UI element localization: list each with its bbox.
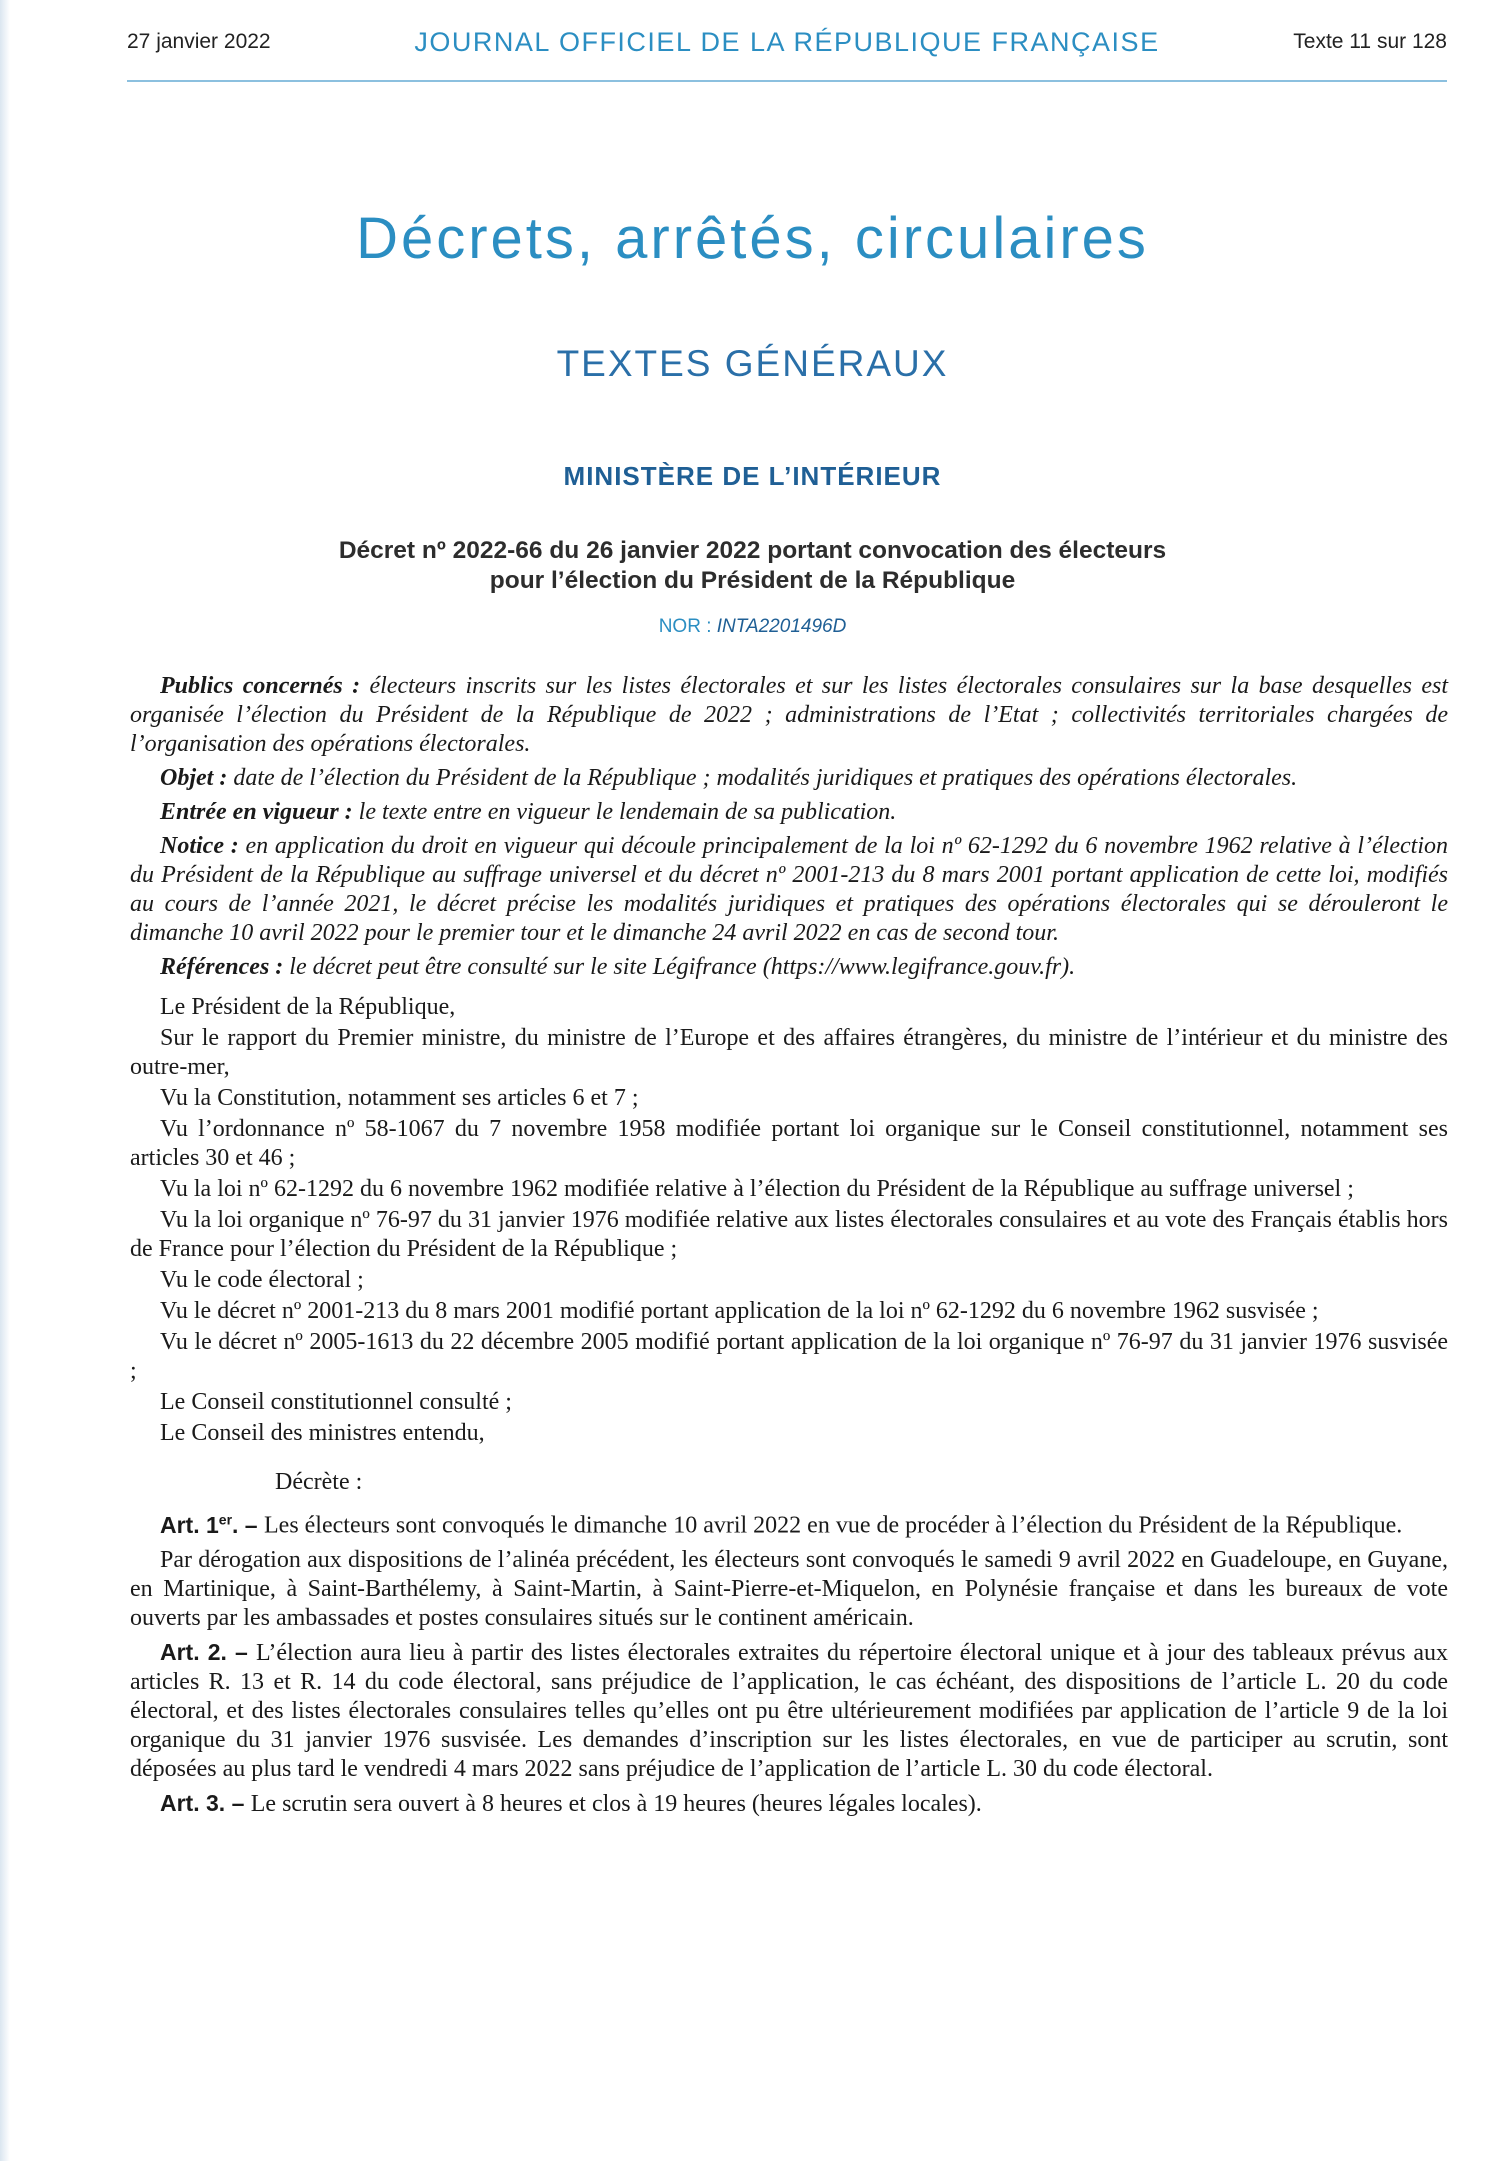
header-divider <box>127 80 1447 82</box>
article-2-text: L’élection aura lieu à partir des listes électorales extraites du répertoire électoral unique et à jour des tableaux prévus aux articles R. 13 et R. 14 du code électoral, sans préjudice de l’application, le cas échéant, des dispositions de l’article L. 20 du code électoral, et des listes électorales consulaires telles qu’elles ont pu être ultérieurement modifiées par application de l’article 9 de la loi organique du 31 janvier 1976 susvisée. Les demandes d’inscription sur les listes électorales, en vue de participer au scrutin, sont déposées au plus tard le vendredi 4 mars 2022 sans préjudice de l’application de l’article L. 30 du code électoral. <box>130 1639 1448 1782</box>
page-header <box>127 27 1447 64</box>
summary-label: Références : <box>160 954 284 980</box>
nor-label: NOR : <box>658 616 712 637</box>
summary-text: le texte entre en vigueur le lendemain de sa publication. <box>352 799 897 825</box>
visa-paragraph: Vu le décret nº 2001-213 du 8 mars 2001 modifié portant application de la loi nº 62-1292 du 6 novembre 1962 susvisée ; <box>160 1298 1319 1324</box>
visa-paragraph: Vu le décret nº 2005-1613 du 22 décembre 2005 modifié portant application de la loi organique nº 76-97 du 31 janvier 1976 susvisée ; <box>130 1329 1448 1384</box>
nor-reference <box>0 616 1505 638</box>
article-1-number: Art. 1 <box>160 1511 219 1538</box>
summary-label: Publics concernés : <box>160 673 361 699</box>
article-1 <box>130 1505 1448 1541</box>
summary-publics <box>130 672 1448 759</box>
visa-paragraph: Le Conseil constitutionnel consulté ; <box>160 1389 512 1415</box>
article-1-text: Les électeurs sont convoqués le dimanche 10 avril 2022 en vue de procéder à l’élection du Président de la République. <box>264 1512 1403 1539</box>
visa-paragraph: Vu la Constitution, notamment ses articles 6 et 7 ; <box>160 1085 639 1111</box>
summary-notice <box>130 832 1448 948</box>
visa-paragraph: Vu la loi nº 62-1292 du 6 novembre 1962 modifiée relative à l’élection du Président de la République au suffrage universel ; <box>160 1176 1354 1202</box>
visa-paragraph: Le Président de la République, <box>160 994 456 1020</box>
decree-title-line-2: pour l’élection du Président de la République <box>489 567 1016 594</box>
section-title: Décrets, arrêtés, circulaires <box>356 206 1149 271</box>
summary-references <box>130 953 1448 982</box>
summary-text: en application du droit en vigueur qui découle principalement de la loi nº 62-1292 du 6 novembre 1962 relative à l’élection du Président de la République au suffrage universel et du décret nº 2001-213 du 8 mars 2001 portant application de cette loi, modifiés au cours de l’année 2021, le décret précise les modalités juridiques et pratiques des opérations électorales qui se dérouleront le dimanche 10 avril 2022 pour le premier tour et le dimanche 24 avril 2022 en cas de second tour. <box>130 833 1448 946</box>
ministry-name: MINISTÈRE DE L’INTÉRIEUR <box>563 461 942 491</box>
text-number: Texte 11 sur 128 <box>1293 30 1447 53</box>
decree-title <box>200 536 1305 596</box>
article-3 <box>130 1789 1448 1819</box>
scan-edge <box>0 0 10 2161</box>
summary-text: électeurs inscrits sur les listes électorales et sur les listes électorales consulaires sur la base desquelles est organisée l’élection du Président de la République de 2022 ; administrations de l’Etat ; collectivités territoriales chargées de l’organisation des opérations électorales. <box>130 673 1448 757</box>
summary-entree <box>130 798 1448 827</box>
visa-paragraph: Le Conseil des ministres entendu, <box>160 1420 485 1446</box>
visa-paragraph: Vu le code électoral ; <box>160 1267 364 1293</box>
summary-label: Notice : <box>160 833 239 859</box>
visa-paragraph: Vu la loi organique nº 76-97 du 31 janvier 1976 modifiée relative aux listes électorales consulaires et au vote des Français établis hors de France pour l’élection du Président de la République ; <box>130 1207 1448 1262</box>
visa-paragraph: Vu l’ordonnance nº 58-1067 du 7 novembre 1958 modifiée portant loi organique sur le Conseil constitutionnel, notamment ses articles 30 et 46 ; <box>130 1116 1448 1171</box>
document-body <box>130 672 1448 1824</box>
decrete-line: Décrète : <box>275 1469 363 1495</box>
summary-label: Objet : <box>160 765 228 791</box>
article-1-label <box>160 1512 264 1538</box>
summary-text: le décret peut être consulté sur le site Légifrance (https://www.legifrance.gouv.fr). <box>283 954 1076 980</box>
summary-label: Entrée en vigueur : <box>160 799 353 825</box>
sub-title: TEXTES GÉNÉRAUX <box>556 343 949 384</box>
header-date: 27 janvier 2022 <box>127 30 271 53</box>
summary-text: date de l’élection du Président de la République ; modalités juridiques et pratiques des opérations électorales. <box>227 765 1298 791</box>
decree-title-line-1: Décret nº 2022-66 du 26 janvier 2022 portant convocation des électeurs <box>338 537 1167 564</box>
article-3-label: Art. 3. – <box>160 1789 251 1816</box>
article-1-dash: . – <box>232 1511 264 1538</box>
visa-paragraph: Sur le rapport du Premier ministre, du ministre de l’Europe et des affaires étrangères, du ministre de l’intérieur et du ministre des outre-mer, <box>130 1025 1448 1080</box>
article-2 <box>130 1638 1448 1784</box>
summary-objet <box>130 764 1448 793</box>
article-2-label: Art. 2. – <box>160 1638 256 1665</box>
nor-value: INTA2201496D <box>716 616 847 637</box>
article-1-sup: er <box>218 1511 233 1527</box>
article-1-paragraph-2: Par dérogation aux dispositions de l’alinéa précédent, les électeurs sont convoqués le samedi 9 avril 2022 en Guadeloupe, en Guyane, en Martinique, à Saint-Barthélemy, à Saint-Martin, à Saint-Pierre-et-Miquelon, en Polynésie française et dans les bureaux de vote ouverts par les ambassades et postes consulaires situés sur le continent américain. <box>130 1546 1448 1631</box>
journal-title: JOURNAL OFFICIEL DE LA RÉPUBLIQUE FRANÇAISE <box>414 27 1160 57</box>
article-3-text: Le scrutin sera ouvert à 8 heures et clos à 19 heures (heures légales locales). <box>250 1790 982 1817</box>
